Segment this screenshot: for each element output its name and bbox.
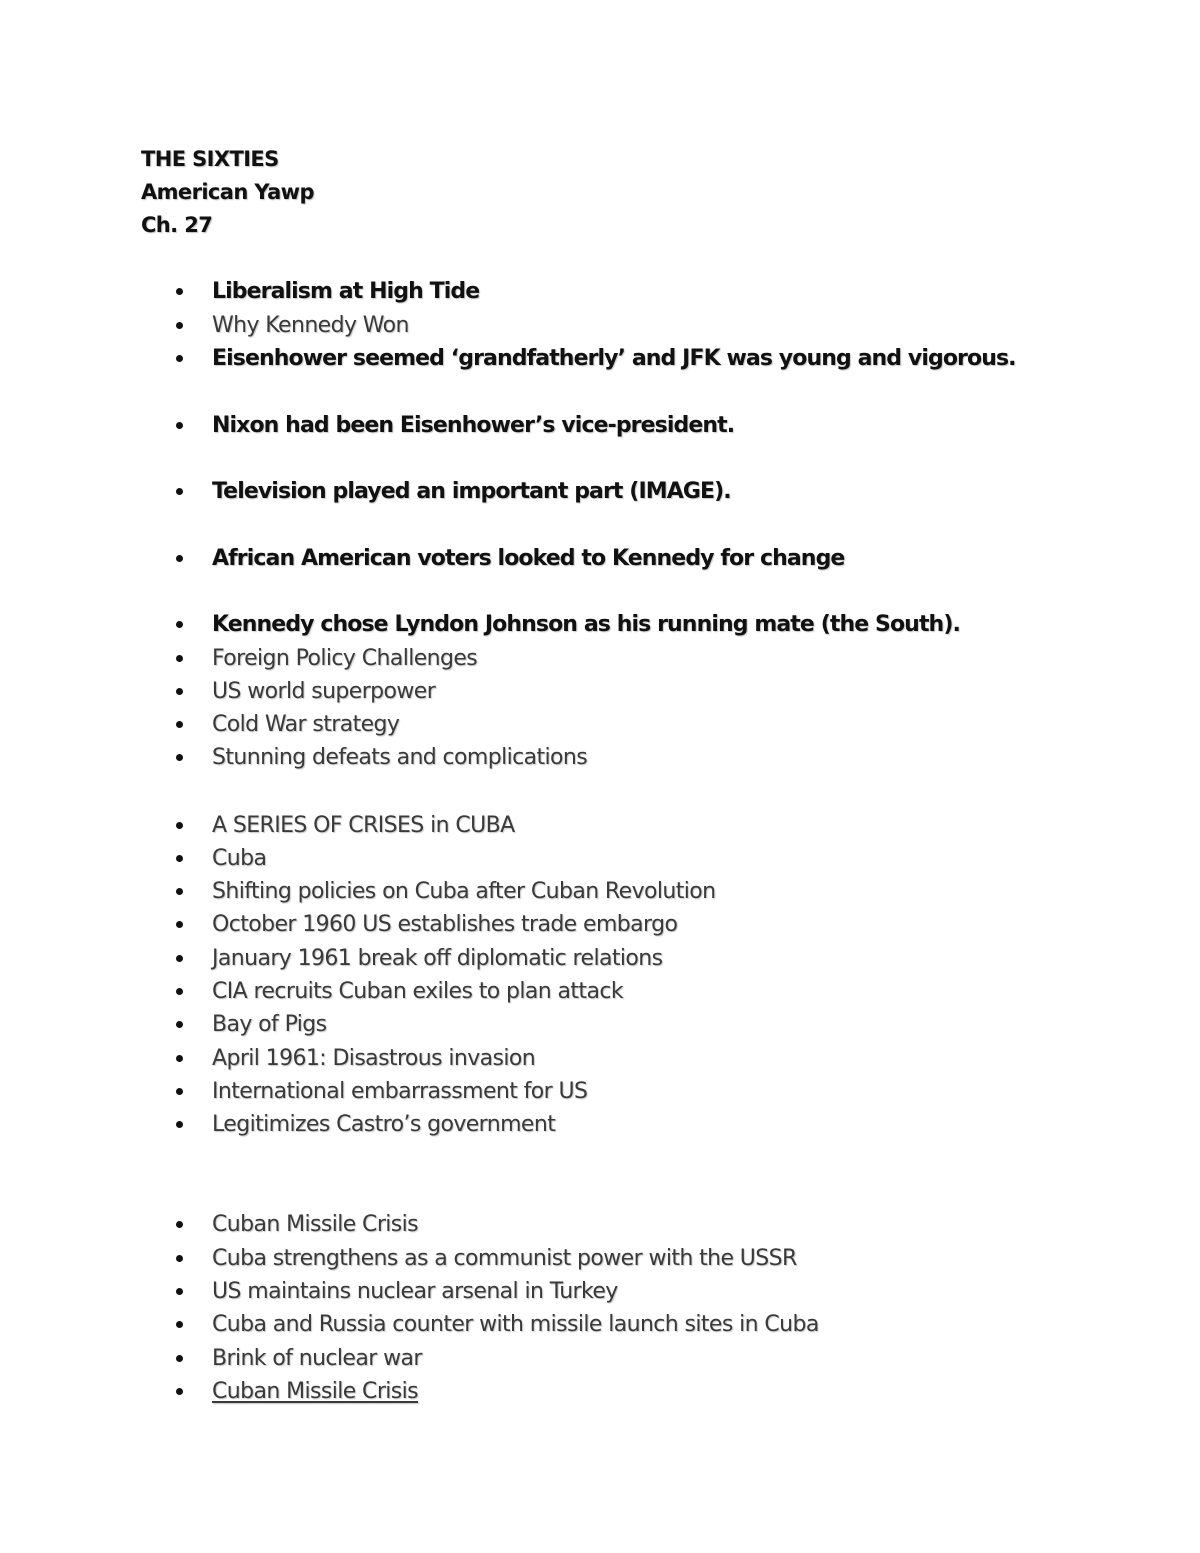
list-item xyxy=(176,641,477,675)
list-item xyxy=(176,274,479,308)
bullet-icon xyxy=(176,288,183,295)
list-item-text: October 1960 US establishes trade embargo xyxy=(212,911,678,937)
bullet-icon xyxy=(176,555,183,562)
list-item-text: Television played an important part (IMAGE). xyxy=(212,478,731,504)
list-item-text: Eisenhower seemed ‘grandfatherly’ and JFK was young and vigorous. xyxy=(212,345,1016,371)
bullet-icon xyxy=(176,1288,183,1295)
bullet-icon xyxy=(176,621,183,628)
list-item-text: Cuba and Russia counter with missile launch sites in Cuba xyxy=(212,1311,819,1337)
list-item xyxy=(176,1074,587,1108)
list-item xyxy=(176,1207,418,1241)
list-item-text: Liberalism at High Tide xyxy=(212,278,480,304)
list-item xyxy=(176,941,662,975)
bullet-icon xyxy=(176,1055,183,1062)
list-item-text: Kennedy chose Lyndon Johnson as his running mate (the South). xyxy=(212,611,960,637)
bullet-icon xyxy=(176,1088,183,1095)
list-item xyxy=(176,707,399,741)
list-item-text: April 1961: Disastrous invasion xyxy=(212,1045,536,1071)
bullet-icon xyxy=(176,688,183,695)
list-item xyxy=(176,1307,819,1341)
bullet-icon xyxy=(176,955,183,962)
list-item-text: Shifting policies on Cuba after Cuban Revolution xyxy=(212,878,716,904)
bullet-icon xyxy=(176,1355,183,1362)
list-item-text: Nixon had been Eisenhower’s vice-president. xyxy=(212,412,735,438)
list-item xyxy=(176,874,715,908)
bullet-icon xyxy=(176,1021,183,1028)
document-header xyxy=(141,143,314,242)
list-item xyxy=(176,408,734,442)
bullet-icon xyxy=(176,754,183,761)
list-item-text: Brink of nuclear war xyxy=(212,1345,422,1371)
list-item-text: Cold War strategy xyxy=(212,711,400,737)
list-item-text: CIA recruits Cuban exiles to plan attack xyxy=(212,978,623,1004)
list-item xyxy=(176,841,266,875)
list-item-text: US world superpower xyxy=(212,678,436,704)
document-title: THE SIXTIES xyxy=(141,147,279,171)
bullet-icon xyxy=(176,855,183,862)
list-item xyxy=(176,1107,555,1141)
bullet-icon xyxy=(176,822,183,829)
list-item xyxy=(176,974,623,1008)
list-item-text: Bay of Pigs xyxy=(212,1011,327,1037)
bullet-icon xyxy=(176,655,183,662)
bullet-icon xyxy=(176,1121,183,1128)
list-item xyxy=(176,740,587,774)
cuban-missile-crisis-link[interactable]: Cuban Missile Crisis xyxy=(212,1378,419,1404)
list-item-text: Legitimizes Castro’s government xyxy=(212,1111,556,1137)
list-item xyxy=(176,1374,418,1408)
bullet-icon xyxy=(176,721,183,728)
bullet-icon xyxy=(176,355,183,362)
list-item xyxy=(176,674,435,708)
bullet-icon xyxy=(176,422,183,429)
bullet-icon xyxy=(176,888,183,895)
list-item xyxy=(176,1274,618,1308)
document-chapter: Ch. 27 xyxy=(141,213,213,237)
list-item-text: Cuba strengthens as a communist power with the USSR xyxy=(212,1245,797,1271)
list-item-text: US maintains nuclear arsenal in Turkey xyxy=(212,1278,618,1304)
list-item-text: Stunning defeats and complications xyxy=(212,744,588,770)
list-item-text: Cuba xyxy=(212,845,267,871)
list-item xyxy=(176,1007,327,1041)
bullet-icon xyxy=(176,322,183,329)
list-item xyxy=(176,541,844,575)
list-item-text: International embarrassment for US xyxy=(212,1078,588,1104)
bullet-icon xyxy=(176,1388,183,1395)
list-item xyxy=(176,1241,797,1275)
bullet-icon xyxy=(176,921,183,928)
bullet-icon xyxy=(176,1321,183,1328)
list-item xyxy=(176,308,409,342)
document-source: American Yawp xyxy=(141,180,314,204)
bullet-icon xyxy=(176,488,183,495)
bullet-icon xyxy=(176,988,183,995)
list-item xyxy=(176,907,677,941)
bullet-icon xyxy=(176,1221,183,1228)
list-item-text: A SERIES OF CRISES in CUBA xyxy=(212,812,515,838)
list-item xyxy=(176,474,731,508)
list-item xyxy=(176,341,1016,375)
list-item-text: African American voters looked to Kennedy for change xyxy=(212,545,845,571)
list-item-text: Why Kennedy Won xyxy=(212,312,409,338)
list-item xyxy=(176,1041,535,1075)
list-item xyxy=(176,607,960,641)
list-item xyxy=(176,1341,422,1375)
list-item xyxy=(176,808,515,842)
bullet-icon xyxy=(176,1255,183,1262)
list-item-text: January 1961 break off diplomatic relations xyxy=(212,945,663,971)
list-item-text: Cuban Missile Crisis xyxy=(212,1211,419,1237)
list-item-text: Foreign Policy Challenges xyxy=(212,645,478,671)
